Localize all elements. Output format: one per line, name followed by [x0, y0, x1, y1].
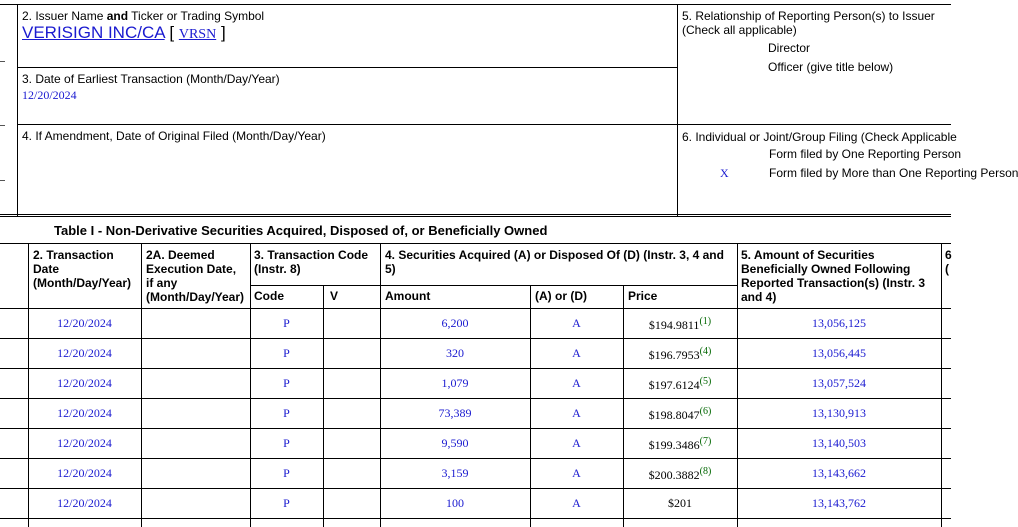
header-v: V — [330, 289, 339, 303]
cell-ad: A — [572, 496, 581, 510]
middle-border — [677, 4, 678, 216]
issuer-line — [22, 23, 226, 43]
header-tx-date: 2. Transaction Date (Month/Day/Year) — [33, 248, 132, 290]
cell-ad: A — [572, 376, 581, 390]
cell-code: P — [283, 346, 290, 360]
row-line — [0, 458, 951, 459]
row-line — [0, 368, 951, 369]
footnote-ref[interactable]: (1) — [699, 316, 712, 327]
cell-code: P — [283, 466, 290, 480]
price-value: $199.3486 — [648, 438, 700, 452]
top-border — [0, 4, 951, 5]
cell-amount: 3,159 — [441, 466, 469, 480]
cell-ad: A — [572, 436, 581, 450]
relationship-label-2: (Check all applicable) — [682, 23, 797, 37]
header-price: Price — [628, 289, 658, 303]
cell-price — [623, 406, 737, 423]
cell-owned: 13,057,524 — [812, 376, 866, 390]
cell-date: 12/20/2024 — [57, 496, 112, 510]
officer-option: Officer (give title below) — [768, 60, 894, 74]
cell-amount: 320 — [446, 346, 464, 360]
footnote-ref[interactable]: (4) — [699, 346, 712, 357]
earliest-tx-label: 3. Date of Earliest Transaction (Month/Day/Year) — [22, 72, 280, 86]
cell-owned: 13,140,503 — [812, 436, 866, 450]
filing-option-one: Form filed by One Reporting Person — [769, 147, 962, 161]
filing-check-mark: X — [720, 166, 729, 180]
cell-ad: A — [572, 406, 581, 420]
col-border — [323, 285, 324, 527]
section-bottom-1 — [0, 214, 951, 215]
price-value: $201 — [668, 496, 692, 510]
cell-code: P — [283, 496, 290, 510]
price-value: $198.8047 — [648, 408, 700, 422]
price-value: $200.3882 — [648, 468, 700, 482]
cell-code: P — [283, 436, 290, 450]
filing-option-more: Form filed by More than One Reporting Person — [769, 166, 1018, 180]
row-line — [0, 488, 951, 489]
header-tx-code: 3. Transaction Code (Instr. 8) — [254, 248, 369, 276]
cell-date: 12/20/2024 — [57, 346, 112, 360]
price-value: $194.9811 — [648, 318, 700, 332]
row-line — [0, 338, 951, 339]
price-value: $196.7953 — [648, 348, 700, 362]
relationship-label-1: 5. Relationship of Reporting Person(s) to Issuer — [682, 9, 935, 23]
footnote-ref[interactable]: (5) — [699, 376, 712, 387]
cell-amount: 100 — [446, 496, 464, 510]
issuer-name-link[interactable]: VERISIGN INC/CA — [22, 23, 165, 42]
margin-tick — [0, 125, 5, 126]
footnote-ref[interactable]: (7) — [699, 436, 712, 447]
cell-ad: A — [572, 346, 581, 360]
divider-3-4 — [17, 124, 951, 125]
footnote-ref[interactable]: (8) — [699, 466, 712, 477]
bracket-close: ] — [220, 23, 226, 42]
cell-amount: 73,389 — [438, 406, 472, 420]
cell-owned: 13,056,445 — [812, 346, 866, 360]
cell-date: 12/20/2024 — [57, 376, 112, 390]
col-border — [141, 243, 142, 527]
earliest-tx-date: 12/20/2024 — [22, 88, 77, 102]
row-line — [0, 428, 951, 429]
header-owned: 5. Amount of Securities Beneficially Owned Following Reported Transaction(s) (Instr. 3 and 4) — [741, 248, 926, 304]
cell-price — [623, 436, 737, 453]
header-col6: 6 ( — [945, 248, 952, 276]
row-line — [0, 518, 951, 519]
issuer-label: 2. Issuer Name and Ticker or Trading Symbol — [22, 9, 265, 23]
cell-price — [623, 496, 737, 511]
margin-tick — [0, 61, 5, 62]
cell-price — [623, 466, 737, 483]
cell-date: 12/20/2024 — [57, 406, 112, 420]
margin-tick — [0, 180, 5, 181]
header-deemed-date: 2A. Deemed Execution Date, if any (Month/Day/Year) — [146, 248, 245, 304]
header-amount: Amount — [385, 289, 431, 303]
header-a-or-d: (A) or (D) — [535, 289, 587, 303]
cell-date: 12/20/2024 — [57, 316, 112, 330]
cell-ad: A — [572, 316, 581, 330]
cell-amount: 6,200 — [441, 316, 469, 330]
table-title: Table I - Non-Derivative Securities Acquired, Disposed of, or Beneficially Owned — [54, 223, 548, 238]
cell-owned: 13,056,125 — [812, 316, 866, 330]
row-line — [0, 398, 951, 399]
cell-price — [623, 346, 737, 363]
divider-2-3 — [17, 67, 677, 68]
director-option: Director — [768, 41, 811, 55]
col-border — [941, 243, 942, 527]
cell-owned: 13,143,762 — [812, 496, 866, 510]
cell-ad: A — [572, 466, 581, 480]
cell-owned: 13,143,662 — [812, 466, 866, 480]
cell-code: P — [283, 406, 290, 420]
filing-label: 6. Individual or Joint/Group Filing (Check Applicable — [682, 130, 957, 144]
ticker-link[interactable]: VRSN — [178, 27, 217, 42]
header-code: Code — [254, 289, 284, 303]
left-border — [17, 4, 18, 216]
amendment-label: 4. If Amendment, Date of Original Filed (Month/Day/Year) — [22, 129, 326, 143]
cell-date: 12/20/2024 — [57, 466, 112, 480]
table-top — [0, 243, 951, 244]
header-securities: 4. Securities Acquired (A) or Disposed Of (D) (Instr. 3, 4 and 5) — [385, 248, 724, 276]
cell-amount: 1,079 — [441, 376, 469, 390]
price-value: $197.6124 — [648, 378, 700, 392]
cell-date: 12/20/2024 — [57, 436, 112, 450]
header-bottom — [0, 308, 951, 309]
cell-price — [623, 376, 737, 393]
cell-price — [623, 316, 737, 333]
bracket-open: [ — [169, 23, 175, 42]
cell-code: P — [283, 316, 290, 330]
section-bottom-2 — [0, 216, 951, 217]
cell-amount: 9,590 — [441, 436, 469, 450]
cell-code: P — [283, 376, 290, 390]
footnote-ref[interactable]: (6) — [699, 406, 712, 417]
cell-owned: 13,130,913 — [812, 406, 866, 420]
